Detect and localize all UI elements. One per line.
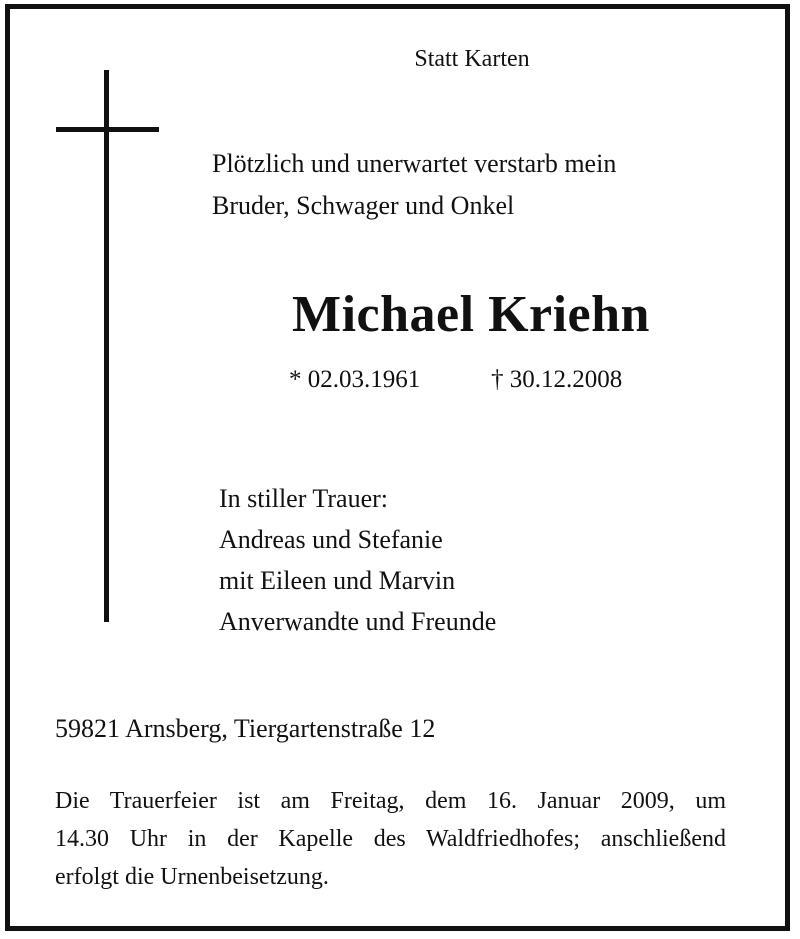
address: 59821 Arnsberg, Tiergartenstraße 12	[55, 714, 436, 743]
service-info	[55, 782, 726, 896]
header-text: Statt Karten	[414, 46, 530, 72]
mourners-line-1: In stiller Trauer:	[219, 484, 388, 513]
cross-icon-vertical-bar	[104, 70, 109, 622]
death-date: † 30.12.2008	[491, 366, 623, 393]
service-line-2: 14.30 Uhr in der Kapelle des Waldfriedhofes; anschließend	[55, 826, 726, 852]
service-line-3: erfolgt die Urnenbeisetzung.	[55, 864, 329, 890]
mourners-line-3: mit Eileen und Marvin	[219, 566, 456, 595]
intro-line-1: Plötzlich und unerwartet verstarb mein	[212, 149, 617, 178]
cross-icon-horizontal-bar	[56, 127, 159, 132]
service-line-1: Die Trauerfeier ist am Freitag, dem 16. Januar 2009, um	[55, 788, 726, 814]
mourners-line-2: Andreas und Stefanie	[219, 525, 443, 554]
intro-text	[212, 143, 616, 227]
mourners-line-4: Anverwandte und Freunde	[219, 607, 497, 636]
intro-line-2: Bruder, Schwager und Onkel	[212, 191, 515, 220]
mourners-block	[219, 478, 496, 642]
deceased-name: Michael Kriehn	[292, 286, 650, 343]
birth-date: * 02.03.1961	[289, 366, 421, 393]
